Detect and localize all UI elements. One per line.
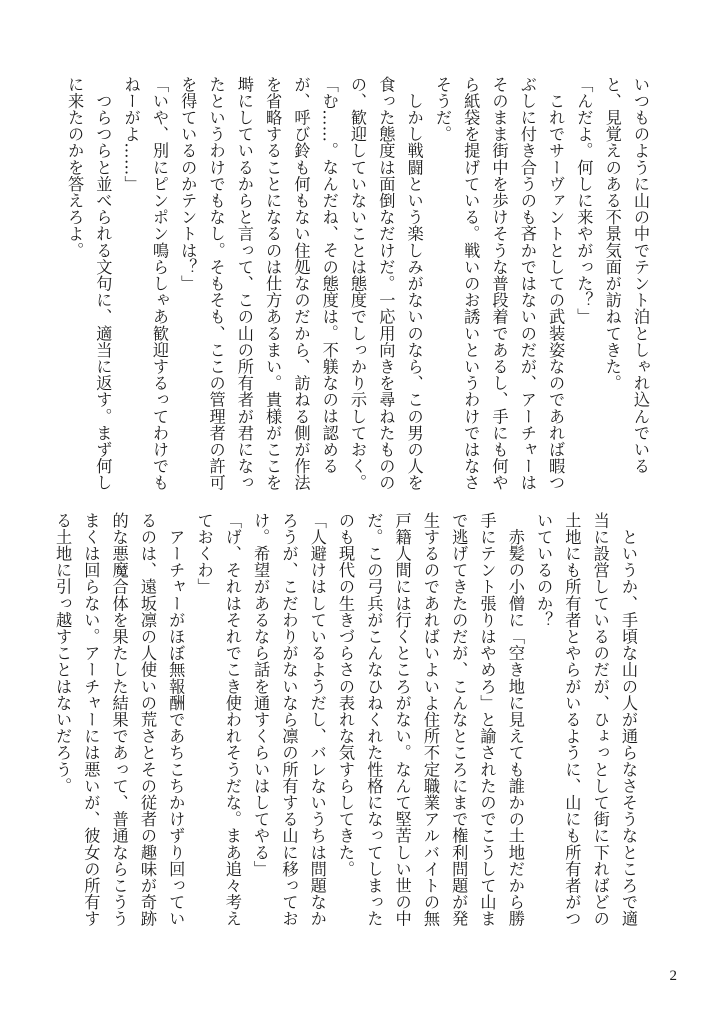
- text-column: そのまま街中を歩けそうな普段着であるし、手にも何や: [489, 76, 509, 491]
- text-column: る土地に引っ越すことはないだろう。: [53, 512, 73, 795]
- text-column: の、歓迎していないことは態度でしっかり示しておく。: [348, 76, 368, 491]
- text-column: これでサーヴァントとしての武装姿なのであれば暇つ: [546, 76, 566, 491]
- text-column: 「人避けはしているようだし、バレないうちは問題なか: [307, 512, 327, 927]
- text-column: ぶしに付き合うのも吝かではないのだが、アーチャーは: [517, 76, 537, 491]
- page-number: 2: [669, 968, 677, 984]
- text-column: ろうが、こだわりがないなら凛の所有する山に移ってお: [279, 512, 299, 927]
- text-column: で逃げてきたのだが、こんなところにまで権利問題が発: [449, 512, 469, 927]
- text-column: たというわけでもなし。そもそも、ここの管理者の許可: [206, 76, 226, 491]
- text-column: いつものように山の中でテント泊としゃれ込んでいる: [631, 76, 650, 475]
- upper-text-block: [60, 76, 654, 506]
- text-column: 食った態度は面倒なだけだ。一応用向きを尋ねたものの: [376, 76, 396, 491]
- text-column: を得ているのかテントは？」: [178, 76, 198, 292]
- text-column: 戸籍人間には行くところがない。なんて堅苦しい世の中: [392, 512, 412, 927]
- text-column: と、見覚えのある不景気面が訪ねてきた。: [602, 76, 622, 392]
- text-column: 塒にしているからと言って、この山の所有者が君になっ: [234, 76, 254, 491]
- text-column: いているのか？: [534, 512, 554, 629]
- text-column: が、呼び鈴も何もない住処なのだから、訪ねる側が作法: [291, 76, 311, 491]
- text-column: を省略することになるのは仕方あるまい。貴様がここを: [263, 76, 283, 491]
- text-column: そうだ。: [432, 76, 452, 143]
- text-column: 手にテント張りはやめろ」と諭されたのでこうして山ま: [477, 512, 497, 927]
- text-column: まくは回らない。アーチャーには悪いが、彼女の所有す: [81, 512, 101, 927]
- text-column: アーチャーがほぼ無報酬であちこちかけずり回ってい: [166, 512, 186, 927]
- text-column: ておくわ」: [194, 512, 214, 595]
- text-column: つらつらと並べられる文句に、適当に返す。まず何し: [93, 76, 113, 491]
- text-column: 当に設営しているのだが、ひょっとして街に下ればどの: [590, 512, 610, 927]
- text-column: 「いや、別にピンポン鳴らしゃあ歓迎するってわけでも: [149, 76, 169, 491]
- text-column: だ。この弓兵がこんなひねくれた性格になってしまった: [364, 512, 384, 927]
- text-column: というか、手頃な山の人が通らなさそうなところで適: [619, 512, 638, 927]
- text-column: 「げ、それはそれでこき使われそうだな。まあ追々考え: [222, 512, 242, 927]
- text-column: のも現代の生きづらさの表れな気すらしてきた。: [336, 512, 356, 878]
- text-column: け。希望があるなら話を通すくらいはしてやる」: [251, 512, 271, 878]
- text-column: 「んだよ。何しに来やがった？」: [574, 76, 594, 325]
- text-column: るのは、遠坂凛の人使いの荒さとその従者の趣味が奇跡: [137, 512, 157, 927]
- text-column: 土地にも所有者とやらがいるように、山にも所有者がつ: [562, 512, 582, 927]
- text-column: ら紙袋を提げている。戦いのお誘いというわけではなさ: [461, 76, 481, 491]
- text-column: 赤髪の小僧に「空き地に見えても誰かの土地だから勝: [505, 512, 525, 927]
- lower-text-block: [48, 512, 642, 942]
- text-column: 生するのであればいよいよ住所不定職業アルバイトの無: [420, 512, 440, 927]
- text-column: しかし戦闘という楽しみがないのなら、この男の人を: [404, 76, 424, 491]
- text-column: に来たのかを答えろよ。: [65, 76, 85, 259]
- text-column: ねーがよ……」: [121, 76, 141, 193]
- text-column: 「む……。なんだね、その態度は。不躾なのは認める: [319, 76, 339, 475]
- text-column: 的な悪魔合体を果たした結果であって、普通ならこうう: [109, 512, 129, 927]
